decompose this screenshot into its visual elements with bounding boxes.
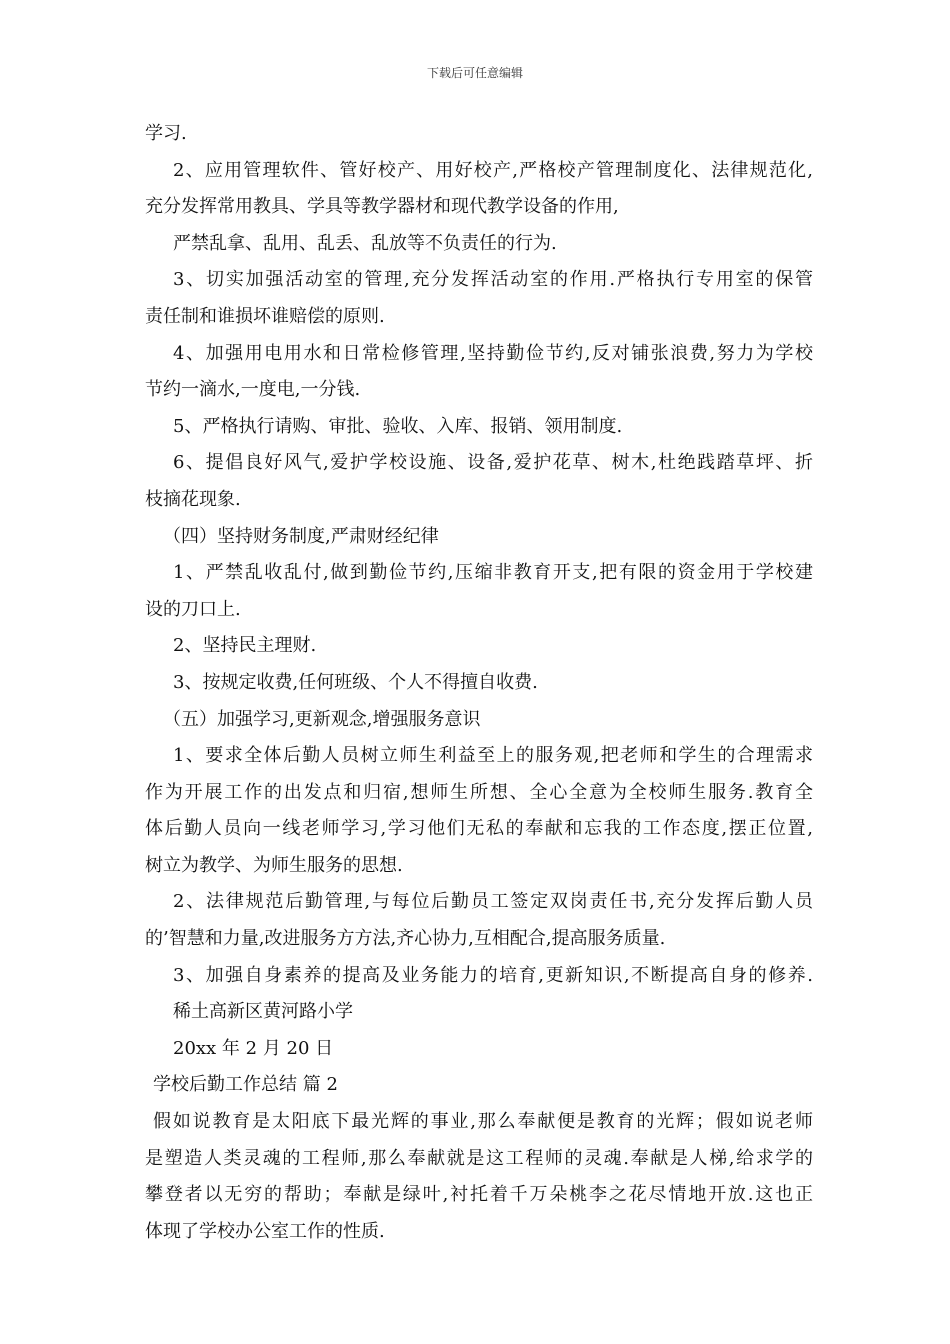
text-line: 节约一滴水,一度电,一分钱.: [145, 379, 361, 401]
text-line: 体现了学校办公室工作的性质.: [145, 1220, 385, 1242]
text-line: 攀登者以无穷的帮助；奉献是绿叶,衬托着千万朵桃李之花尽情地开放.这也正: [145, 1184, 813, 1206]
text-line: 枝摘花现象.: [145, 488, 241, 510]
text-line: 严禁乱拿、乱用、乱丢、乱放等不负责任的行为.: [173, 232, 557, 254]
text-line: 20xx 年 2 月 20 日: [173, 1037, 334, 1059]
text-line: 1、严禁乱收乱付,做到勤俭节约,压缩非教育开支,把有限的资金用于学校建: [173, 562, 813, 584]
text-line: 6、提倡良好风气,爱护学校设施、设备,爱护花草、树木,杜绝践踏草坪、折: [173, 452, 813, 474]
text-line: 5、严格执行请购、审批、验收、入库、报销、领用制度.: [173, 415, 623, 437]
text-line: （五）加强学习,更新观念,增强服务意识: [163, 708, 481, 730]
text-line: 体后勤人员向一线老师学习,学习他们无私的奉献和忘我的工作态度,摆正位置,: [145, 818, 813, 840]
text-line: （四）坚持财务制度,严肃财经纪律: [163, 525, 439, 547]
text-line: 4、加强用电用水和日常检修管理,坚持勤俭节约,反对铺张浪费,努力为学校: [173, 342, 813, 364]
text-line: 2、应用管理软件、管好校产、用好校产,严格校产管理制度化、法律规范化,: [173, 159, 813, 181]
text-line: 责任制和谁损坏谁赔偿的原则.: [145, 305, 385, 327]
text-line: 3、按规定收费,任何班级、个人不得擅自收费.: [173, 671, 538, 693]
text-line: 的’智慧和力量,改进服务方方法,齐心协力,互相配合,提高服务质量.: [145, 928, 666, 950]
text-line: 学习.: [145, 123, 187, 144]
page-header: 下载后可任意编辑: [426, 66, 523, 80]
text-line: 2、坚持民主理财.: [173, 635, 317, 657]
text-line: 充分发挥常用教具、学具等教学器材和现代教学设备的作用,: [145, 196, 619, 218]
text-line: 2、法律规范后勤管理,与每位后勤员工签定双岗责任书,充分发挥后勤人员: [173, 891, 813, 913]
text-line: 树立为教学、为师生服务的思想.: [145, 854, 403, 876]
text-line: 是塑造人类灵魂的工程师,那么奉献就是这工程师的灵魂.奉献是人梯,给求学的: [145, 1147, 813, 1169]
text-line: 作为开展工作的出发点和归宿,想师生所想、全心全意为全校师生服务.教育全: [145, 781, 813, 803]
document-body: [145, 116, 813, 1250]
text-line: 3、切实加强活动室的管理,充分发挥活动室的作用.严格执行专用室的保管: [173, 269, 813, 291]
text-line: 稀土高新区黄河路小学: [173, 1001, 353, 1023]
text-line: 1、要求全体后勤人员树立师生利益至上的服务观,把老师和学生的合理需求: [173, 745, 813, 767]
text-line: 假如说教育是太阳底下最光辉的事业,那么奉献便是教育的光辉；假如说老师: [153, 1111, 813, 1133]
text-line: 学校后勤工作总结 篇 2: [153, 1074, 338, 1096]
text-line: 设的刀口上.: [145, 598, 241, 620]
text-line: 3、加强自身素养的提高及业务能力的培育,更新知识,不断提高自身的修养.: [173, 964, 813, 986]
